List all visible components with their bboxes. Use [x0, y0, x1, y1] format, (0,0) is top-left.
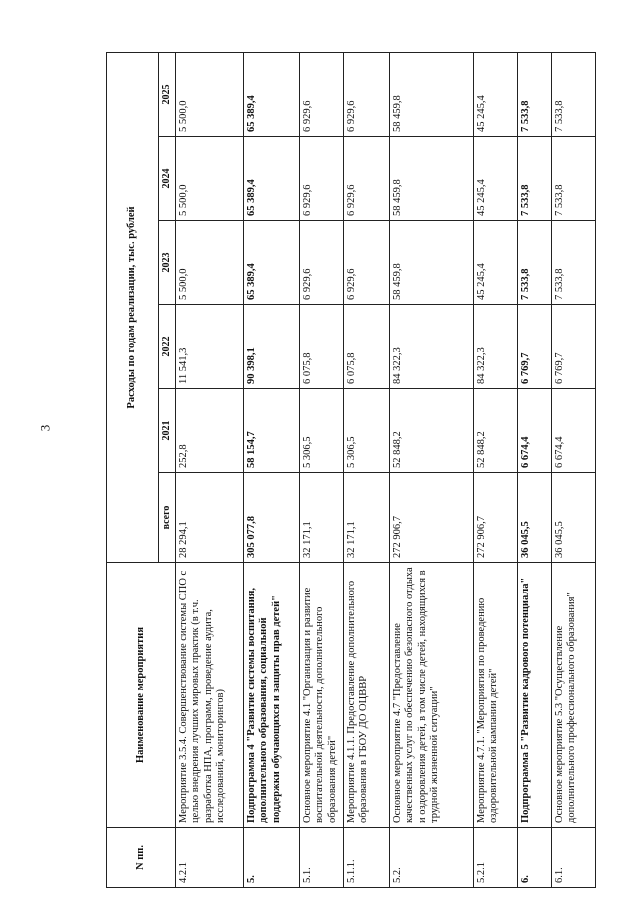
- table-row: [175, 52, 243, 887]
- row-value: 65 389,4: [243, 221, 299, 305]
- table-row: [243, 52, 299, 887]
- row-value: 58 459,8: [389, 52, 473, 136]
- row-total: 32 171,1: [299, 473, 343, 563]
- header-year: 2022: [159, 305, 176, 389]
- row-code: 5.2.1: [473, 828, 517, 888]
- row-value: 58 459,8: [389, 137, 473, 221]
- table-row: [473, 52, 517, 887]
- row-value: 6 929,6: [343, 221, 389, 305]
- row-value: 84 322,3: [389, 305, 473, 389]
- header-year: 2021: [159, 389, 176, 473]
- header-name: Наименование мероприятия: [107, 563, 176, 828]
- row-value: 6 674,4: [517, 389, 551, 473]
- row-value: 6 769,7: [551, 305, 595, 389]
- row-code: 6.: [517, 828, 551, 888]
- row-value: 5 500,0: [175, 52, 243, 136]
- header-year: 2023: [159, 221, 176, 305]
- row-value: 65 389,4: [243, 52, 299, 136]
- row-total: 36 045,5: [517, 473, 551, 563]
- row-value: 7 533,8: [551, 52, 595, 136]
- table-row: [517, 52, 551, 887]
- row-name: Мероприятие 4.7.1. "Мероприятия по проведению оздоровительной кампании детей": [473, 563, 517, 828]
- row-name: Мероприятие 4.1.1. Предоставление дополнительного образования в ГБОУ ДО ОЦВВР: [343, 563, 389, 828]
- row-name: Основное мероприятие 5.3 "Осуществление дополнительного профессионального образования": [551, 563, 595, 828]
- row-value: 6 769,7: [517, 305, 551, 389]
- page-number: 3: [37, 424, 53, 432]
- row-value: 5 500,0: [175, 137, 243, 221]
- row-total: 272 906,7: [473, 473, 517, 563]
- row-value: 11 541,3: [175, 305, 243, 389]
- row-name: Подпрограмма 5 "Развитие кадрового потенциала": [517, 563, 551, 828]
- row-value: 6 075,8: [299, 305, 343, 389]
- row-value: 252,8: [175, 389, 243, 473]
- row-code: 5.1.: [299, 828, 343, 888]
- header-expenses: Расходы по годам реализации, тыс. рублей: [107, 52, 159, 562]
- rotated-table-wrapper: [106, 53, 578, 888]
- table-row: [389, 52, 473, 887]
- row-value: 90 398,1: [243, 305, 299, 389]
- row-code: 5.1.1.: [343, 828, 389, 888]
- row-value: 52 848,2: [389, 389, 473, 473]
- row-value: 84 322,3: [473, 305, 517, 389]
- row-value: 45 245,4: [473, 137, 517, 221]
- row-value: 45 245,4: [473, 221, 517, 305]
- row-value: 7 533,8: [517, 221, 551, 305]
- row-value: 7 533,8: [517, 137, 551, 221]
- row-name: Подпрограмма 4 "Развитие системы воспитания, дополнительного образования, социальной поддержки обучающихся и защиты прав детей": [243, 563, 299, 828]
- header-year: 2024: [159, 137, 176, 221]
- row-value: 58 459,8: [389, 221, 473, 305]
- row-total: 305 077,8: [243, 473, 299, 563]
- row-value: 5 306,5: [299, 389, 343, 473]
- row-value: 5 500,0: [175, 221, 243, 305]
- budget-table: [106, 52, 596, 888]
- row-name: Основное мероприятие 4.1 "Организация и развитие воспитательной деятельности, дополнительного образования детей": [299, 563, 343, 828]
- row-total: 28 294,1: [175, 473, 243, 563]
- row-value: 7 533,8: [551, 137, 595, 221]
- header-num: N пп.: [107, 828, 176, 888]
- row-name: Мероприятие 3.5.4. Совершенствование системы СПО с целью внедрения лучших мировых практик (в т.ч. разработка НПА, программ, проведение аудита, исследований, мониторингов): [175, 563, 243, 828]
- row-value: 6 075,8: [343, 305, 389, 389]
- row-value: 52 848,2: [473, 389, 517, 473]
- row-total: 36 045,5: [551, 473, 595, 563]
- row-name: Основное мероприятие 4.7 "Предоставление качественных услуг по обеспечению безопасного отдыха и оздоровления детей, в том числе детей, находящихся в трудной жизненной ситуации": [389, 563, 473, 828]
- row-value: 45 245,4: [473, 52, 517, 136]
- header-total: всего: [159, 473, 176, 563]
- row-value: 6 929,6: [299, 137, 343, 221]
- row-code: 5.: [243, 828, 299, 888]
- row-value: 58 154,7: [243, 389, 299, 473]
- row-value: 6 929,6: [343, 52, 389, 136]
- row-value: 5 306,5: [343, 389, 389, 473]
- row-code: 4.2.1: [175, 828, 243, 888]
- table-row: [299, 52, 343, 887]
- header-year: 2025: [159, 52, 176, 136]
- row-code: 6.1.: [551, 828, 595, 888]
- row-value: 6 929,6: [343, 137, 389, 221]
- row-value: 7 533,8: [517, 52, 551, 136]
- table-row: [343, 52, 389, 887]
- row-value: 6 674,4: [551, 389, 595, 473]
- row-value: 7 533,8: [551, 221, 595, 305]
- row-total: 272 906,7: [389, 473, 473, 563]
- row-value: 65 389,4: [243, 137, 299, 221]
- row-value: 6 929,6: [299, 52, 343, 136]
- table-row: [551, 52, 595, 887]
- row-value: 6 929,6: [299, 221, 343, 305]
- row-code: 5.2.: [389, 828, 473, 888]
- row-total: 32 171,1: [343, 473, 389, 563]
